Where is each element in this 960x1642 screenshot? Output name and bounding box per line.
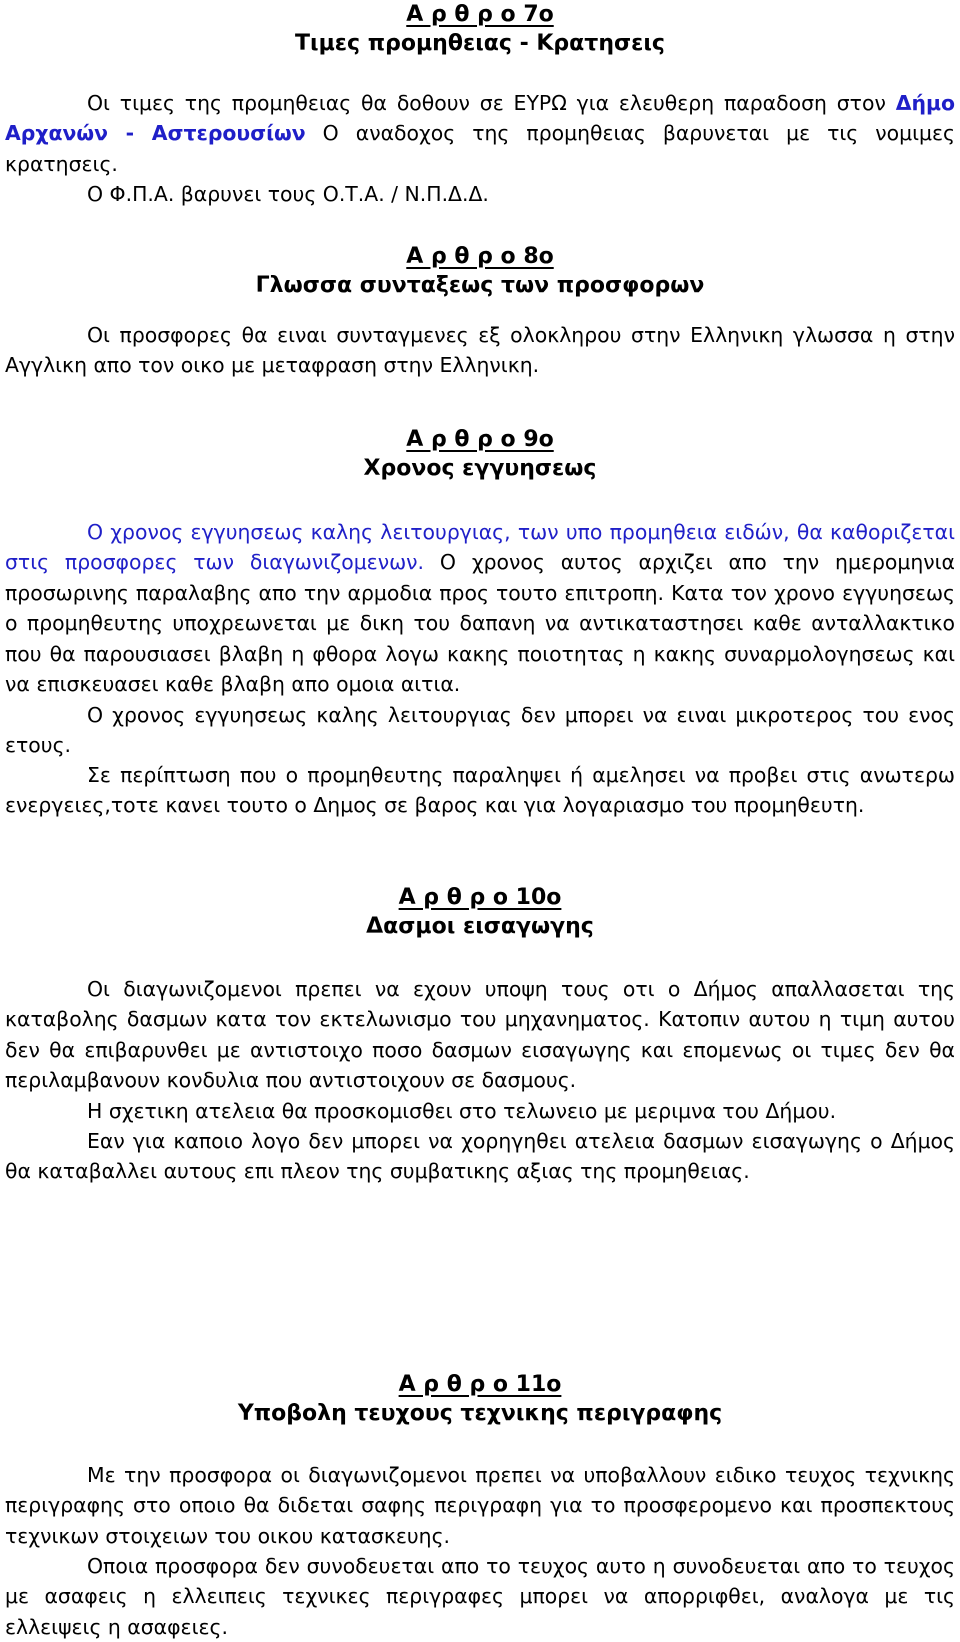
article-11-subtitle: Υποβολη τευχους τεχνικης περιγραφης — [237, 1401, 723, 1426]
article-10-heading: Α ρ θ ρ ο 10ο — [398, 885, 562, 910]
article-11-paragraph-1: Με την προσφορα οι διαγωνιζομενοι πρεπει να υποβαλλουν ειδικο τευχος τεχνικης περιγραφης στο οποιο θα διδεται σαφης περιγραφη για το προσφερομενο και προσπεκτους τεχνικων στοιχειων του οικου κατασκευης. — [5, 1463, 955, 1548]
article-8-subtitle: Γλωσσα συνταξεως των προσφορων — [255, 273, 705, 298]
article-7-paragraph-2: Ο Φ.Π.Α. βαρυνει τους Ο.Τ.Α. / Ν.Π.Δ.Δ. — [87, 182, 489, 206]
article-9-text-rest: Ο χρονος αυτος αρχιζει απο την ημερομηνια προσωρινης παραλαβης απο την αρμοδια προς τουτο επιτροπη. Κατα τον χρονο εγγυησεως ο προμηθευτης υποχρεωνεται με δικη του δαπανη να αντικαταστησει καθε ανταλλακτικο που θα παρουσιασει βλαβη η φθορα λογω κακης ποιοτητας η κακης συναρμολογησεως και να επισκευασει καθε βλαβη απο ομοια αιτια. — [5, 550, 955, 697]
article-7-paragraph-1 — [5, 88, 955, 179]
article-10-subtitle: Δασμοι εισαγωγης — [366, 914, 594, 939]
article-11-heading: Α ρ θ ρ ο 11ο — [398, 1372, 562, 1397]
municipality-name: Δήμο Αρχανών - Αστερουσίων — [5, 91, 955, 146]
article-9-paragraph-2: Ο χρονος εγγυησεως καλης λειτουργιας δεν μπορει να ειναι μικροτερος του ενος ετους. — [5, 703, 955, 758]
article-8-paragraph-1: Οι προσφορες θα ειναι συνταγμενες εξ ολοκληρου στην Ελληνικη γλωσσα η στην Αγγλικη απο τον οικο με μεταφραση στην Ελληνικη. — [5, 323, 955, 378]
article-7-text-b: Ο αναδοχος της προμηθειας βαρυνεται με τις νομιμες κρατησεις. — [5, 121, 955, 176]
article-7-heading: Α ρ θ ρ ο 7ο — [406, 2, 554, 27]
article-8-heading: Α ρ θ ρ ο 8ο — [406, 244, 554, 269]
article-9-heading: Α ρ θ ρ ο 9ο — [406, 427, 554, 452]
article-9-paragraph-1 — [5, 517, 955, 699]
article-10-paragraph-1: Οι διαγωνιζομενοι πρεπει να εχουν υποψη τους οτι ο Δήμος απαλλασεται της καταβολης δασμων κατα τον εκτελωνισμο του μηχανηματος. Κατοπιν αυτου η τιμη αυτου δεν θα επιβαρυνθει με αντιστοιχο ποσο δασμων εισαγωγης και επομενως οι τιμες δεν θα περιλαμβανουν κονδυλια που αντιστοιχουν σε δασμους. — [5, 977, 955, 1093]
article-10-paragraph-2: Η σχετικη ατελεια θα προσκομισθει στο τελωνειο με μεριμνα του Δήμου. — [87, 1099, 837, 1123]
article-11-paragraph-2: Οποια προσφορα δεν συνοδευεται απο το τευχος αυτο η συνοδευεται απο το τευχος με ασαφεις η ελλειπεις τεχνικες περιγραφες μπορει να απορριφθει, αναλογα με τις ελλειψεις η ασαφειες. — [5, 1554, 955, 1639]
article-9-subtitle: Χρονος εγγυησεως — [363, 456, 597, 481]
article-7-subtitle: Τιμες προμηθειας - Κρατησεις — [295, 31, 665, 56]
warranty-period-text: Ο χρονος εγγυησεως καλης λειτουργιας, των υπο προμηθεια ειδών, θα καθοριζεται στις προσφορες των διαγωνιζομενων. — [5, 520, 955, 575]
article-10-paragraph-3: Εαν για καποιο λογο δεν μπορει να χορηγηθει ατελεια δασμων εισαγωγης ο Δήμος θα καταβαλλει αυτους επι πλεον της συμβατικης αξιας της προμηθειας. — [5, 1129, 955, 1184]
article-9-paragraph-3: Σε περίπτωση που ο προμηθευτης παραληψει ή αμελησει να προβει στις ανωτερω ενεργειες,τοτε κανει τουτο ο Δημος σε βαρος και για λογαριασμο του προμηθευτη. — [5, 763, 955, 818]
article-7-text-a: Οι τιμες της προμηθειας θα δοθουν σε ΕΥΡΩ για ελευθερη παραδοση στον — [87, 91, 896, 115]
